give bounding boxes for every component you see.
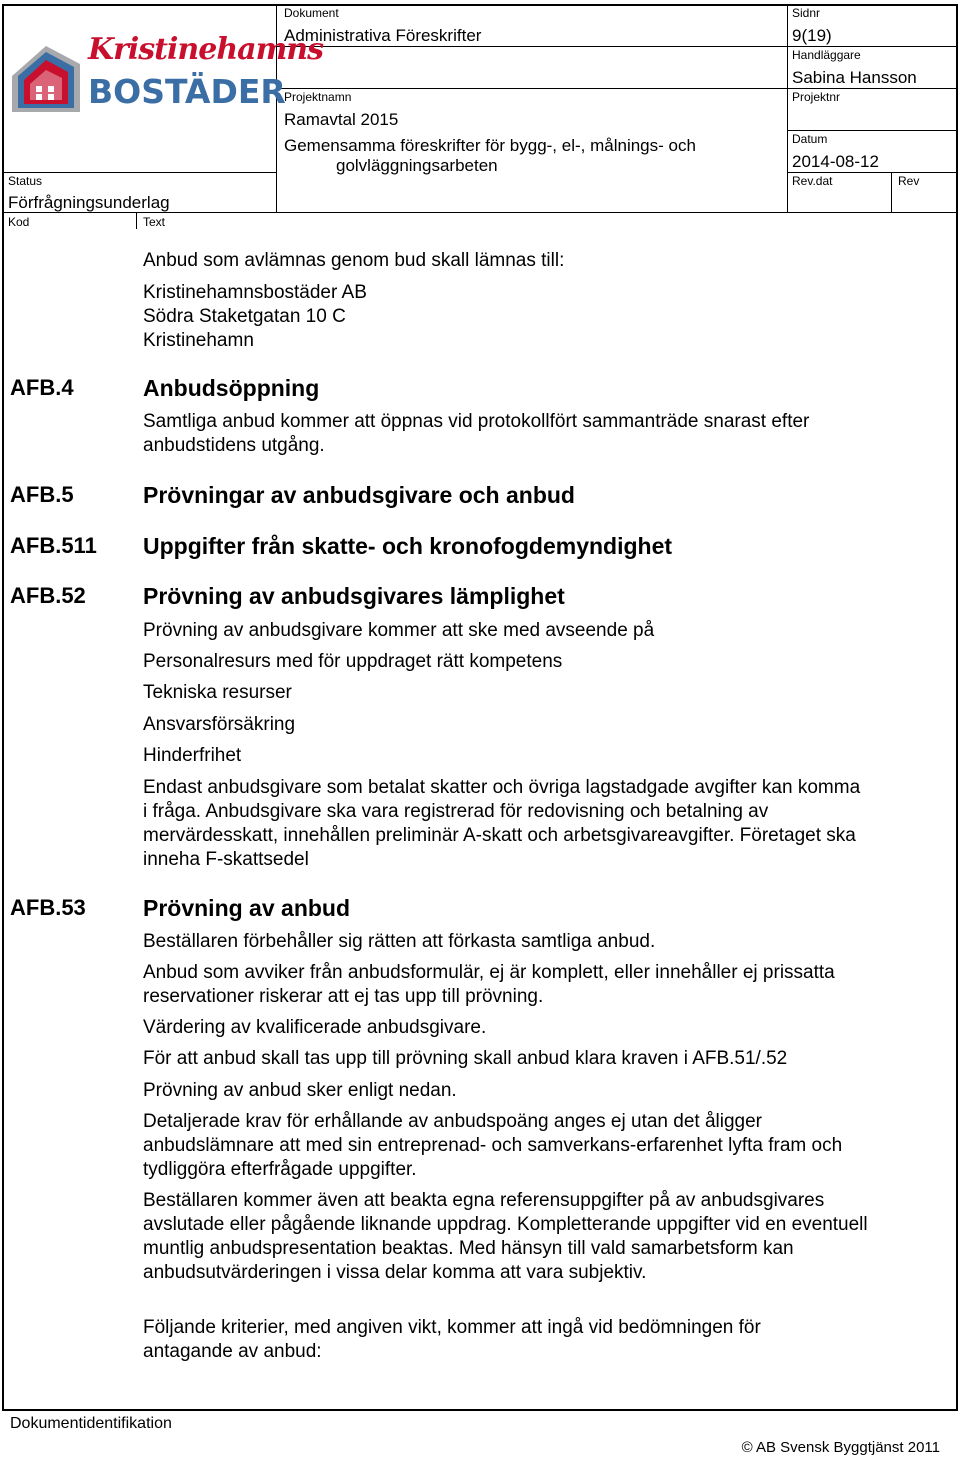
afb511-heading: Uppgifter från skatte- och kronofogdemyndighet: [143, 533, 673, 559]
header-row-line-1: [276, 46, 958, 47]
afb4-text: Samtliga anbud kommer att öppnas vid protokollfört sammanträde snarast efter anbudstidens utgång.: [143, 411, 810, 456]
afb53-code: AFB.53: [10, 895, 86, 920]
address-line-1: Kristinehamnsbostäder AB: [143, 282, 367, 303]
afb52-para-3: Tekniska resurser: [143, 682, 292, 703]
revdat-label: Rev.dat: [792, 174, 833, 188]
afb53-para-6: Detaljerade krav för erhållande av anbudspoäng anges ej utan det åligger anbudslämnare att med sin entreprenad- och samverkans-erfarenhet lyfta fram och tydliggöra efterfrågade uppgifter.: [143, 1111, 843, 1180]
sidnr-value: 9(19): [792, 26, 832, 45]
afb52-code: AFB.52: [10, 583, 86, 608]
afb5-code: AFB.5: [10, 482, 74, 507]
afb53-para-4: För att anbud skall tas upp till prövning skall anbud klara kraven i AFB.51/.52: [143, 1048, 788, 1069]
kod-text-divider: [136, 213, 137, 229]
address-line-3: Kristinehamn: [143, 330, 254, 351]
projektnamn-line-3: golvläggningsarbeten: [336, 156, 498, 175]
afb52-para-1: Prövning av anbudsgivare kommer att ske med avseende på: [143, 620, 655, 641]
header-row-line-revdat: [787, 172, 958, 173]
projektnr-label: Projektnr: [792, 90, 841, 104]
datum-value: 2014-08-12: [792, 152, 879, 171]
datum-label: Datum: [792, 132, 828, 146]
header-row-line-status: [2, 172, 276, 173]
logo-brand-name: BOSTÄDER: [88, 72, 286, 111]
afb52-para-5: Hinderfrihet: [143, 745, 242, 766]
text-label: Text: [143, 215, 166, 229]
dokument-label: Dokument: [284, 6, 339, 20]
afb4-heading: Anbudsöppning: [143, 375, 320, 401]
intro-text: Anbud som avlämnas genom bud skall lämnas till:: [143, 250, 565, 271]
header-row-line-2: [276, 88, 958, 89]
afb53-para-3: Värdering av kvalificerade anbudsgivare.: [143, 1017, 487, 1038]
rev-label: Rev: [898, 174, 920, 188]
projektnamn-line-2: Gemensamma föreskrifter för bygg-, el-, målnings- och: [284, 136, 696, 155]
document-identification-label: Dokumentidentifikation: [10, 1415, 172, 1432]
header-divider-rev: [891, 172, 892, 212]
handlaggare-value: Sabina Hansson: [792, 68, 917, 87]
afb52-heading: Prövning av anbudsgivares lämplighet: [143, 583, 565, 609]
afb52-para-6: Endast anbudsgivare som betalat skatter och övriga lagstadgade avgifter kan komma i fråga. Anbudsgivare ska vara registrerad för redovisning och betalning av mervärdesskatt, innehållen preliminär A-skatt och arbetsgivareavgifter. Företaget ska inneha F-skattsedel: [143, 777, 861, 870]
projektnamn-line-1: Ramavtal 2015: [284, 110, 399, 129]
kod-label: Kod: [8, 215, 30, 229]
afb52-para-4: Ansvarsförsäkring: [143, 714, 296, 735]
logo-brand-script: Kristinehamns: [88, 32, 324, 67]
header-divider-right: [787, 4, 788, 212]
header-row-line-3: [787, 130, 958, 131]
afb53-para-1: Beställaren förbehåller sig rätten att förkasta samtliga anbud.: [143, 931, 656, 952]
afb53-para-5: Prövning av anbud sker enligt nedan.: [143, 1080, 457, 1101]
afb53-para-7: Beställaren kommer även att beakta egna referensuppgifter på av anbudsgivares avslutade eller pågående liknande uppdrag. Kompletterande uppgifter vid en eventuell muntlig anbudspresentation beaktas. Med hänsyn till vald samarbetsform kan anbudsutvärderingen i vissa delar komma att vara subjektiv.: [143, 1190, 868, 1283]
afb53-para-8: Följande kriterier, med angiven vikt, kommer att ingå vid bedömningen för antagande av anbud:: [143, 1317, 761, 1362]
sidnr-label: Sidnr: [792, 6, 821, 20]
address-line-2: Södra Staketgatan 10 C: [143, 306, 346, 327]
afb53-para-2: Anbud som avviker från anbudsformulär, ej är komplett, eller innehåller ej prissatta reservationer riskerar att ej tas upp till prövning.: [143, 962, 835, 1007]
afb5-heading: Prövningar av anbudsgivare och anbud: [143, 482, 575, 508]
copyright-notice: © AB Svensk Byggtjänst 2011: [741, 1439, 940, 1456]
afb511-code: AFB.511: [10, 533, 97, 558]
afb53-heading: Prövning av anbud: [143, 895, 351, 921]
status-label: Status: [8, 174, 43, 188]
dokument-value: Administrativa Föreskrifter: [284, 26, 482, 45]
afb52-para-2: Personalresurs med för uppdraget rätt kompetens: [143, 651, 563, 672]
status-value: Förfrågningsunderlag: [8, 193, 170, 212]
projektnamn-label: Projektnamn: [284, 90, 352, 104]
afb4-code: AFB.4: [10, 375, 74, 400]
handlaggare-label: Handläggare: [792, 48, 861, 62]
